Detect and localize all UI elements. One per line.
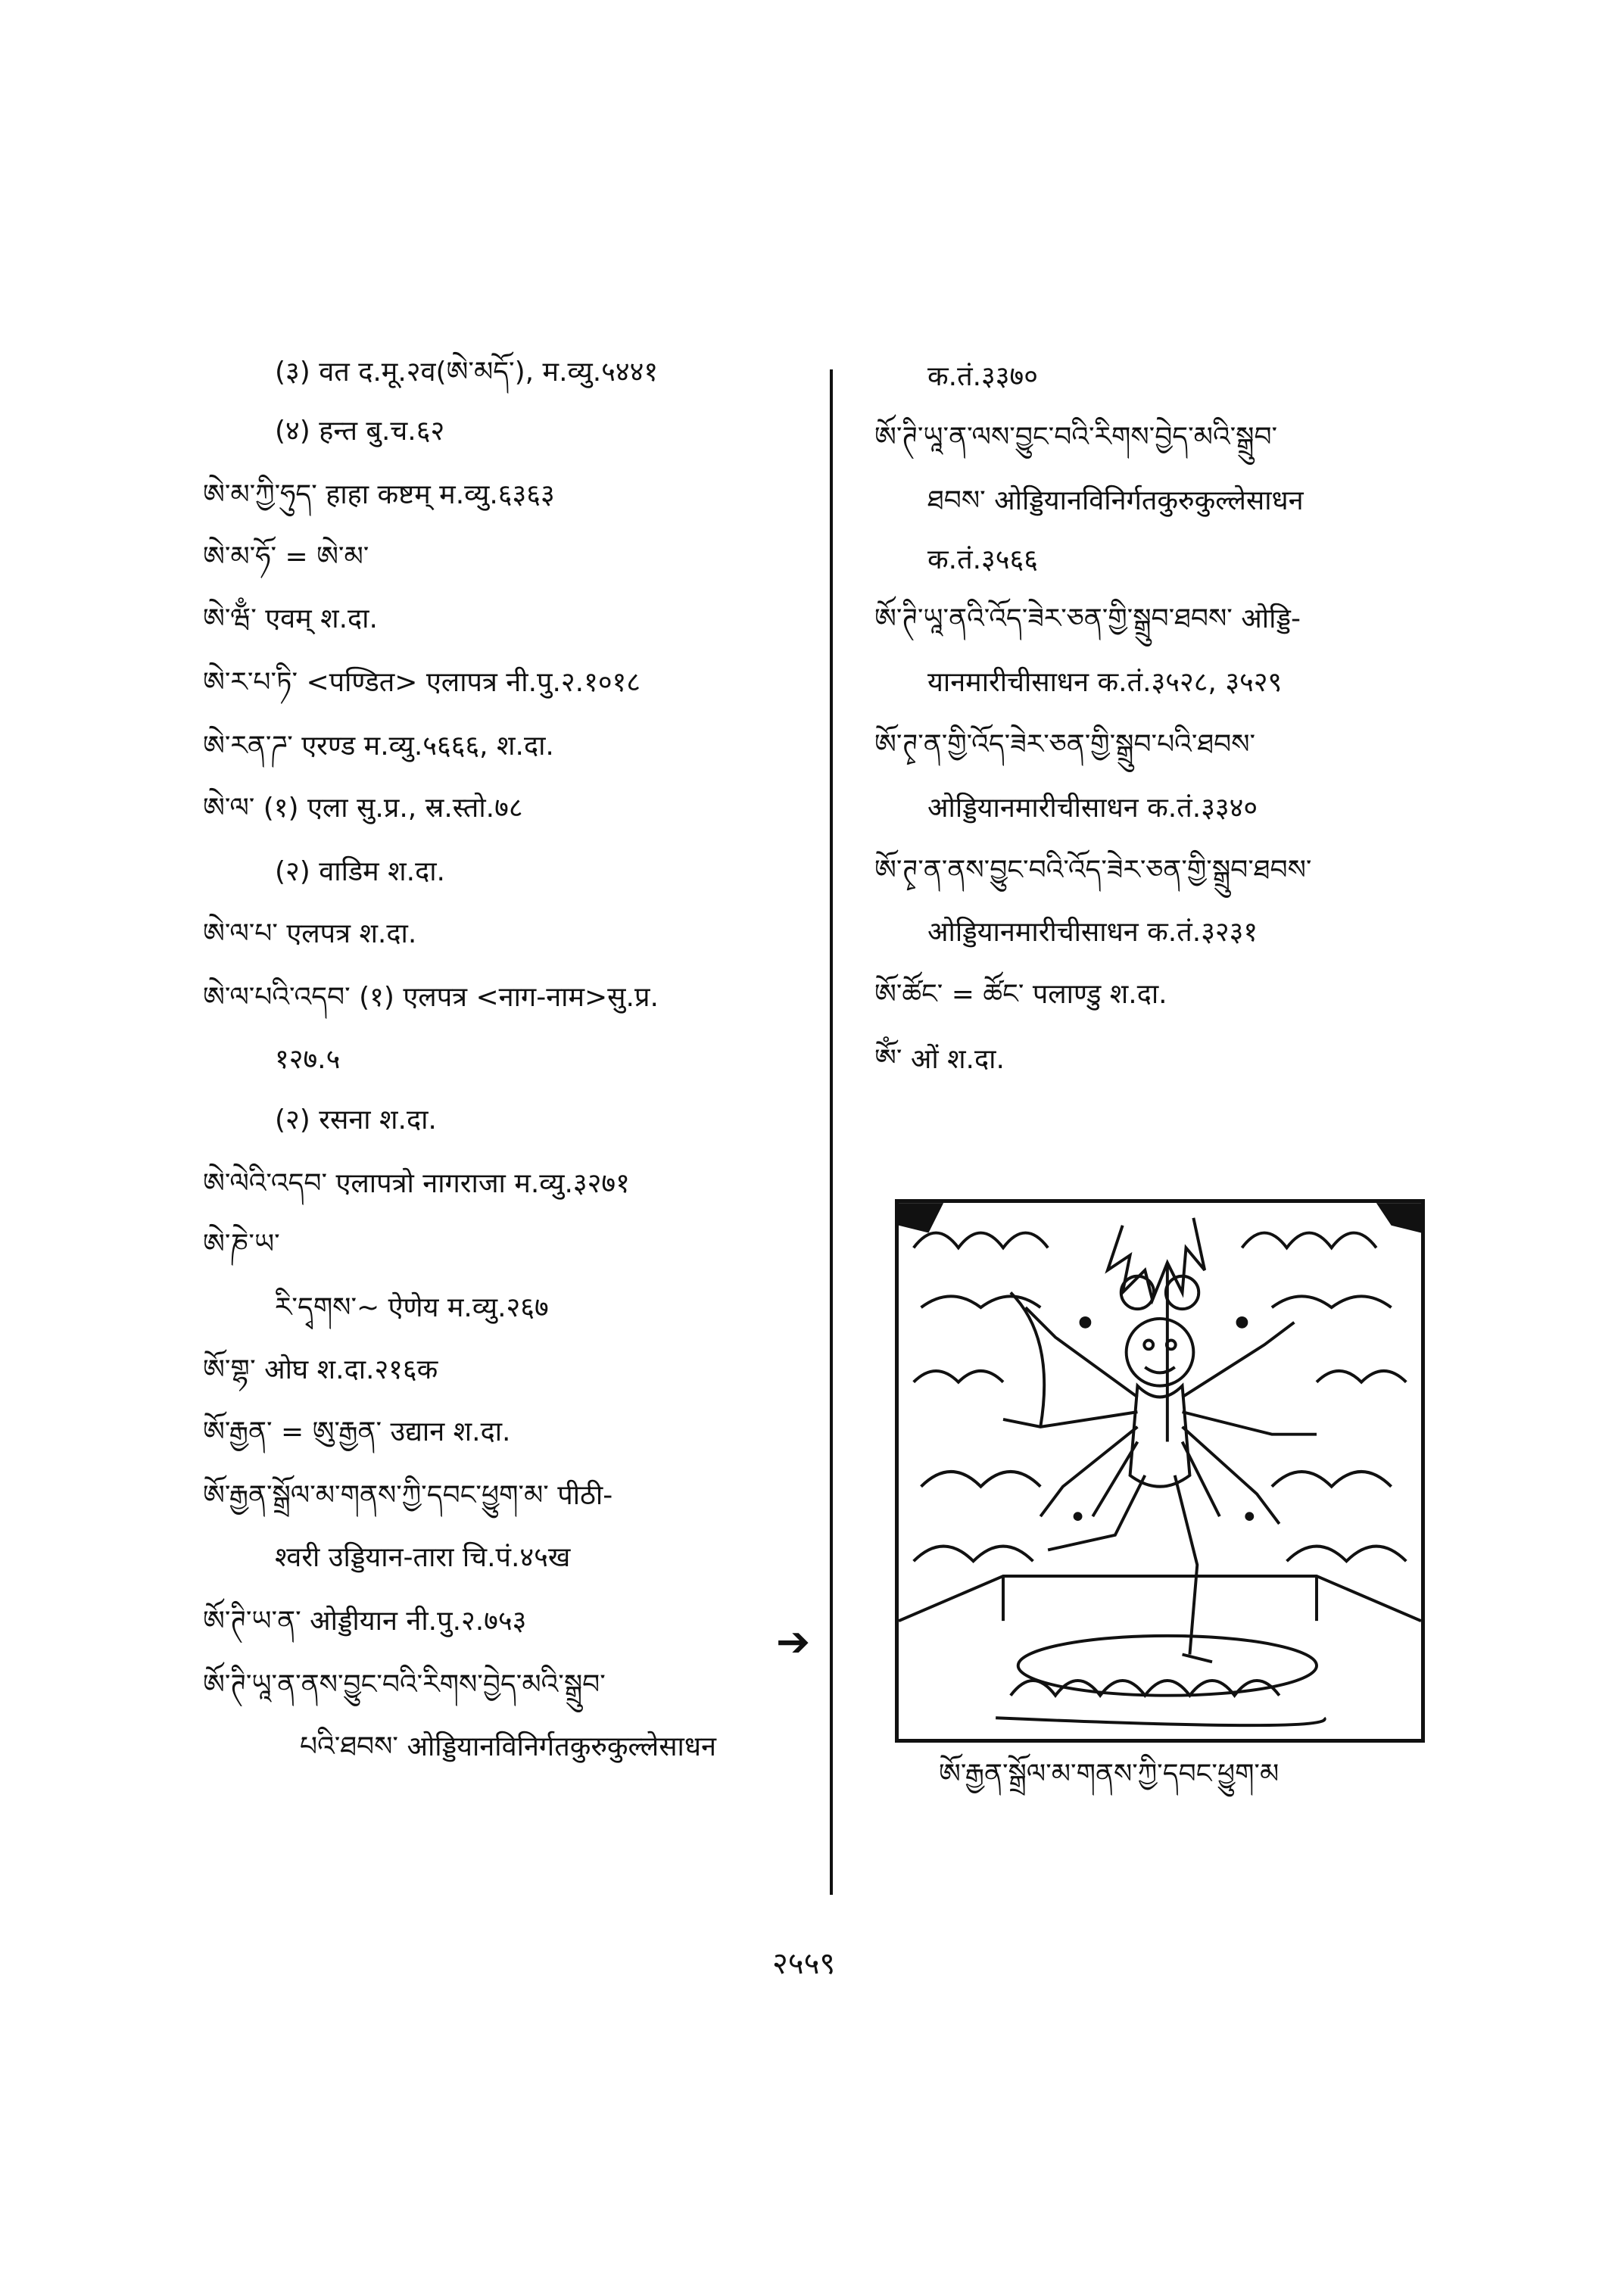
entry-line: (३) वत द.मू.२व(ཨེ་མདོ་), म.व्यु.५४४१ [275, 357, 659, 388]
entry-line: (२) रसना श.दा. [275, 1104, 437, 1136]
entry-line: ཨེ་ཎེ་ཡ་ [203, 1229, 280, 1260]
entry-line: क.तं.३५६६ [927, 544, 1038, 575]
entry-line: ཨེ་མ་ཧོ་ = ཨེ་མ་ [203, 541, 369, 572]
entry-line: ཨོ་གྷ་ ओघ श.दा.२१६क [203, 1354, 438, 1385]
entry-line: १२७.५ [275, 1044, 341, 1075]
deity-figure-image [899, 1203, 1421, 1739]
entry-line: ཨོ་རྒྱན་སྒྲོལ་མ་གནས་ཀྱི་དབང་ཕྱུག་མ་ पीठी- [203, 1480, 613, 1511]
deity-illustration [895, 1199, 1425, 1743]
entry-line: ཨེ་མ་ཀྱི་ཧུད་ हाहा कष्टम् म.व्यु.६३६३ [203, 479, 555, 510]
entry-line: (२) वाडिम श.दा. [275, 856, 445, 887]
column-divider [830, 369, 833, 1895]
entry-line: ཨོཾ་ ओं श.दा. [874, 1044, 1005, 1075]
entry-line: यानमारीचीसाधन क.तं.३५२८, ३५२९ [927, 667, 1283, 698]
entry-line: ཨོ་ཊི་ཡཱ་ནའི་འོད་ཟེར་ཅན་གྱི་སྒྲུབ་ཐབས་ ओड्डि- [874, 603, 1301, 634]
entry-line: ཨོ་ཊྭ་ན་ནས་བྱུང་བའི་འོད་ཟེར་ཅན་གྱི་སྒྲུབ་ཐབས་ [874, 855, 1312, 886]
entry-line: ओड्डियानमारीचीसाधन क.तं.३२३१ [927, 917, 1258, 948]
entry-line: श्वरी उड्डियान-तारा चि.पं.४५ख [275, 1542, 571, 1573]
entry-line: ཨེ་ལེའི་འདབ་ एलापत्रो नागराजा म.व्यु.३२७१ [203, 1168, 630, 1199]
entry-line: (४) हन्त बु.च.६२ [275, 416, 445, 447]
illustration-caption: ཨོ་རྒྱན་སྒྲོལ་མ་གནས་ཀྱི་དབང་ཕྱུག་མ [939, 1759, 1280, 1790]
entry-line: ཨོ་ཊི་ཡ་ན་ ओड्डीयान नी.पु.२.७५३ [203, 1606, 527, 1637]
entry-line: ཨོ་ཚོང་ = ཚོང་ पलाण्डु श.दा. [874, 979, 1167, 1010]
page-number: २५५९ [772, 1946, 836, 1981]
entry-line: ཨོ་རྒྱན་ = ཨུ་རྒྱན་ उद्यान श.दा. [203, 1416, 511, 1447]
entry-line: ཨེ་ལ་ (१) एला सु.प्र., स्र.स्तो.७८ [203, 793, 523, 824]
entry-line: ཨེ་ཝྃ་ एवम् श.दा. [203, 603, 378, 634]
entry-line: ཨོ་ཊི་ཡཱ་ན་ལས་བྱུང་བའི་རིགས་བྱེད་མའི་སྒྲུབ་ [874, 422, 1278, 453]
entry-line: ཨོ་ཊྭ་ན་གྱི་འོད་ཟེར་ཅན་གྱི་སྒྲུབ་པའི་ཐབས་ [874, 729, 1256, 760]
entry-line: ཐབས་ ओड्डियानविनिर्गतकुरुकुल्लेसाधन [927, 485, 1304, 516]
entry-line: རི་དྭགས་~ ऐणेय म.व्यु.२६७ [275, 1292, 549, 1323]
entry-line: क.तं.३३७० [927, 361, 1038, 392]
entry-line: ओड्डियानमारीचीसाधन क.तं.३३४० [927, 793, 1258, 824]
entry-line: ཨེ་ར་པ་ཏི་ <पण्डित> एलापत्र नी.पु.२.१०१८ [203, 667, 641, 698]
entry-line: ཨེ་ལ་པའི་འདབ་ (१) एलपत्र <नाग-नाम>सु.प्र. [203, 982, 659, 1013]
entry-line: ཨོ་ཊི་ཡཱ་ན་ནས་བྱུང་བའི་རིགས་བྱེད་མའི་སྒྲུབ་ [203, 1669, 606, 1700]
entry-line: ཨེ་རན་ཌ་ एरण्ड म.व्यु.५६६६, श.दा. [203, 731, 554, 762]
arrow-icon: ➔ [776, 1618, 811, 1665]
entry-line: པའི་ཐབས་ ओड्डियानविनिर्गतकुरुकुल्लेसाधन [300, 1731, 716, 1762]
entry-line: ཨེ་ལ་པ་ एलपत्र श.दा. [203, 918, 417, 949]
